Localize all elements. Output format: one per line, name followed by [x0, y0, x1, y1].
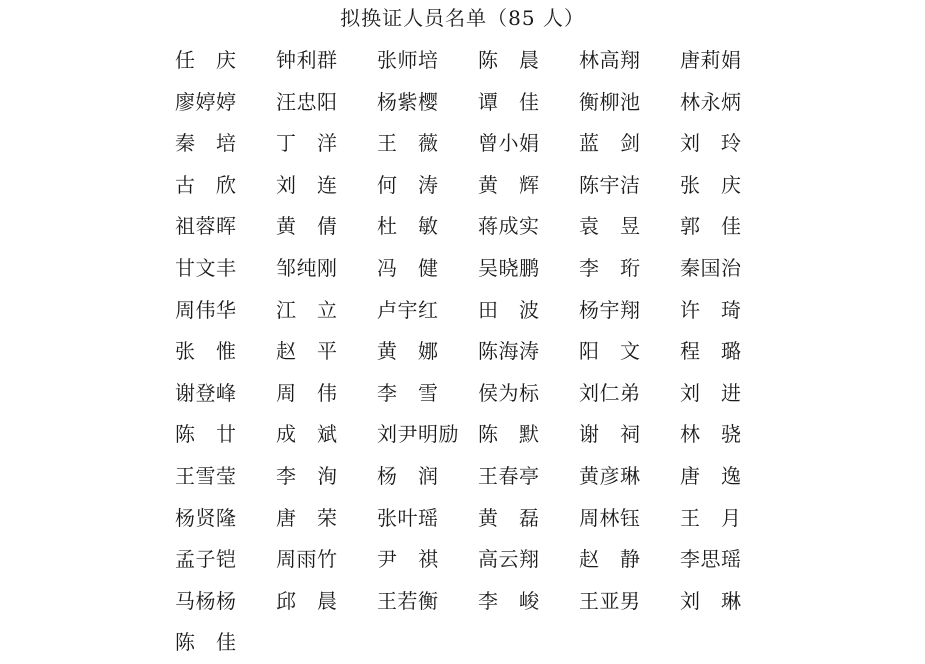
- person-name: 汪忠阳: [276, 89, 338, 114]
- person-name: 王 月: [680, 505, 742, 530]
- person-name: 唐莉娟: [680, 48, 742, 72]
- person-name: 许 琦: [680, 297, 742, 322]
- person-name: 曾小娟: [478, 131, 540, 156]
- person-name: 田 波: [478, 297, 540, 322]
- person-name: 李思瑶: [680, 547, 742, 572]
- person-name: 李 珩: [579, 255, 641, 280]
- person-name: 古 欣: [175, 172, 237, 197]
- person-name: 杜 敏: [377, 214, 439, 239]
- person-name: 王雪莹: [175, 463, 237, 488]
- person-name: 邹纯刚: [276, 255, 338, 280]
- person-name: 衡柳池: [579, 89, 641, 114]
- person-name: 甘文丰: [175, 255, 237, 280]
- person-name: 吴晓鹏: [478, 255, 540, 280]
- person-name: 黄 辉: [478, 172, 540, 197]
- person-name: 何 涛: [377, 172, 439, 197]
- person-name: 杨贤隆: [175, 505, 237, 530]
- person-name: 黄 磊: [478, 505, 540, 530]
- person-name: 刘 玲: [680, 131, 742, 156]
- person-name: 刘尹明励: [377, 422, 459, 447]
- person-name: 陈 佳: [175, 630, 237, 655]
- person-name: 程 璐: [680, 339, 742, 364]
- person-name: 邱 晨: [276, 588, 338, 613]
- person-name: 冯 健: [377, 255, 439, 280]
- person-name: 唐 荣: [276, 505, 338, 530]
- person-name: 李 峻: [478, 588, 540, 613]
- person-name: 陈海涛: [478, 339, 540, 364]
- person-name: 蒋成实: [478, 214, 540, 239]
- name-list: [175, 40, 781, 664]
- person-name: 张师培: [377, 48, 439, 72]
- person-name: 赵 平: [276, 339, 338, 364]
- person-name: 陈 默: [478, 422, 540, 447]
- person-name: 任 庆: [175, 48, 237, 72]
- person-name: 王 薇: [377, 131, 439, 156]
- person-name: 秦 培: [175, 131, 237, 156]
- person-name: 杨紫樱: [377, 89, 439, 114]
- person-name: 周伟华: [175, 297, 237, 322]
- person-name: 刘 连: [276, 172, 338, 197]
- person-name: 尹 祺: [377, 547, 439, 572]
- person-name: 马杨杨: [175, 588, 237, 613]
- person-name: 谢 祠: [579, 422, 641, 447]
- person-name: 侯为标: [478, 380, 540, 405]
- person-name: 孟子铠: [175, 547, 237, 572]
- person-name: 唐 逸: [680, 463, 742, 488]
- person-name: 郭 佳: [680, 214, 742, 239]
- person-name: 周林钰: [579, 505, 641, 530]
- person-name: 刘 琳: [680, 588, 742, 613]
- person-name: 王若衡: [377, 588, 439, 613]
- person-name: 廖婷婷: [175, 89, 237, 114]
- person-name: 陈 晨: [478, 48, 540, 72]
- person-name: 周 伟: [276, 380, 338, 405]
- person-name: 高云翔: [478, 547, 540, 572]
- person-name: 王春亭: [478, 463, 540, 488]
- person-name: 陈宇洁: [579, 172, 641, 197]
- person-name: 杨宇翔: [579, 297, 641, 322]
- person-name: 李 雪: [377, 380, 439, 405]
- person-name: 周雨竹: [276, 547, 338, 572]
- person-name: 王亚男: [579, 588, 641, 613]
- person-name: 祖蓉晖: [175, 214, 237, 239]
- person-name: 刘仁弟: [579, 380, 641, 405]
- document-title: 拟换证人员名单（85 人）: [340, 6, 585, 30]
- person-name: 黄 娜: [377, 339, 439, 364]
- person-name: 成 斌: [276, 422, 338, 447]
- person-name: 谭 佳: [478, 89, 540, 114]
- person-name: 秦国治: [680, 255, 742, 280]
- person-name: 赵 静: [579, 547, 641, 572]
- person-name: 江 立: [276, 297, 338, 322]
- person-name: 丁 洋: [276, 131, 338, 156]
- person-name: 袁 昱: [579, 214, 641, 239]
- person-name: 黄彦琳: [579, 463, 641, 488]
- person-name: 林永炳: [680, 89, 742, 114]
- person-name: 卢宇红: [377, 297, 439, 322]
- person-name: 谢登峰: [175, 380, 237, 405]
- person-name: 张叶瑶: [377, 505, 439, 530]
- person-name: 张 惟: [175, 339, 237, 364]
- person-name: 蓝 剑: [579, 131, 641, 156]
- person-name: 黄 倩: [276, 214, 338, 239]
- person-name: 杨 润: [377, 463, 439, 488]
- person-name: 张 庆: [680, 172, 742, 197]
- person-name: 李 洵: [276, 463, 338, 488]
- person-name: 林 骁: [680, 422, 742, 447]
- person-name: 刘 进: [680, 380, 742, 405]
- person-name: 钟利群: [276, 48, 338, 72]
- person-name: 阳 文: [579, 339, 641, 364]
- person-name: 陈 廿: [175, 422, 237, 447]
- person-name: 林高翔: [579, 48, 641, 72]
